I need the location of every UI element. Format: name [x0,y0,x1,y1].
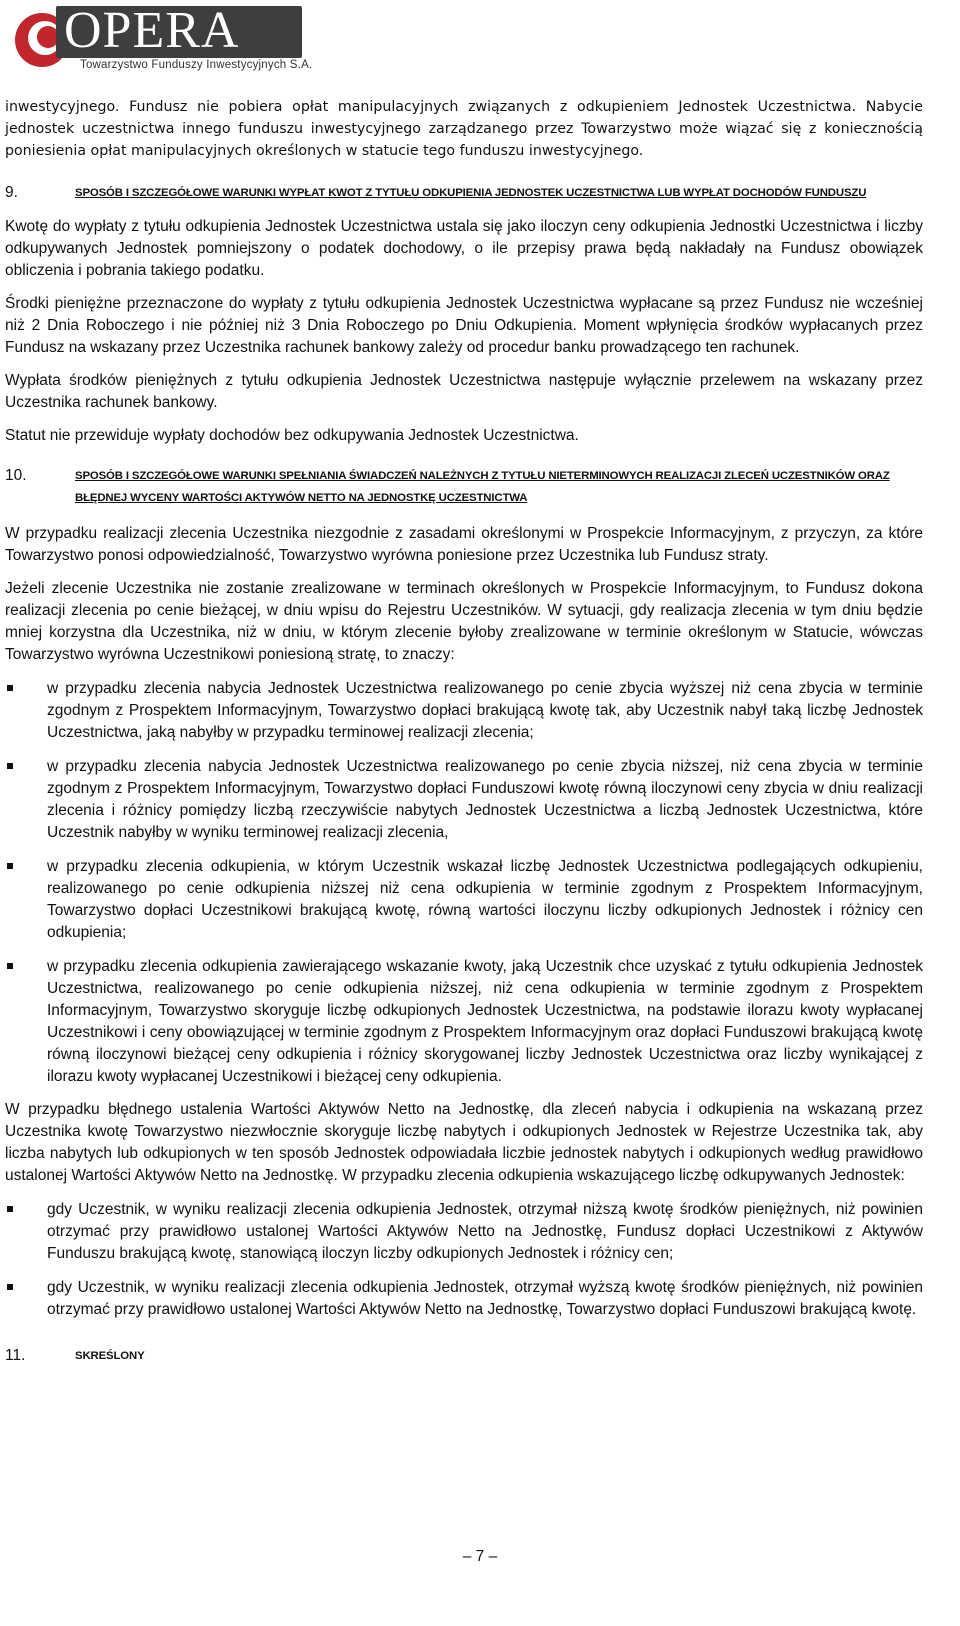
square-bullet-icon [5,756,47,844]
paragraph: Wypłata środków pieniężnych z tytułu odkupienia Jednostek Uczestnictwa następuje wyłącznie przelewem na wskazany przez Uczestnika rachunek bankowy. [5,372,923,411]
paragraph: Statut nie przewiduje wypłaty dochodów bez odkupywania Jednostek Uczestnictwa. [5,427,579,444]
intro-paragraph: inwestycyjnego. Fundusz nie pobiera opłat manipulacyjnych związanych z odkupieniem Jednostek Uczestnictwa. Nabycie jednostek uczestnictwa innego funduszu inwestycyjnego zarządzanego przez Towarzystwo może wiązać się z koniecznością poniesienia opłat manipulacyjnych określonych w statucie tego funduszu inwestycyjnego. [5,99,923,159]
list-item [5,1277,923,1321]
paragraph: Środki pieniężne przeznaczone do wypłaty z tytułu odkupienia Jednostek Uczestnictwa wypłacane są przez Fundusz nie wcześniej niż 2 Dnia Roboczego i nie później niż 3 Dnia Roboczego po Dniu Odkupienia. Moment wpłynięcia środków wypłacanych przez Fundusz na wskazany przez Uczestnika rachunek bankowy zależy od procedur banku prowadzącego ten rachunek. [5,295,923,356]
list-item-text: w przypadku zlecenia nabycia Jednostek Uczestnictwa realizowanego po cenie zbycia niższej, niż cena zbycia w terminie zgodnym z Prospektem Informacyjnym, Towarzystwo dopłaci Funduszowi kwotę równą iloczynowi ceny zbycia w dniu realizacji zlecenia i różnicy pomiędzy liczbą rzeczywiście nabytych Jednostek Uczestnictwa a liczbą Jednostek Uczestnictwa, które Uczestnik nabyłby w wyniku terminowej realizacji zlecenia, [47,758,923,841]
section-11-heading [5,1345,923,1367]
square-bullet-icon [5,956,47,1088]
logo-wordmark [56,2,302,59]
section-title: SPOSÓB I SZCZEGÓŁOWE WARUNKI SPEŁNIANIA ŚWIADCZEŃ NALEŻNYCH Z TYTUŁU NIETERMINOWYCH REALIZACJI ZLECEŃ UCZESTNIKÓW ORAZ BŁĘDNEJ WYCENY WARTOŚCI AKTYWÓW NETTO NA JEDNOSTKĘ UCZESTNICTWA [75,470,890,504]
page-number: – 7 – [462,1548,498,1565]
list-item [5,1199,923,1265]
list-item [5,856,923,944]
list-item [5,756,923,844]
paragraph: W przypadku błędnego ustalenia Wartości Aktywów Netto na Jednostkę, dla zleceń nabycia i odkupienia na wskazaną przez Uczestnika kwotę Towarzystwo niezwłocznie skoryguje liczbę nabytych i odkupionych Jednostek w Rejestrze Uczestnika tak, aby liczba nabytych lub odkupionych w ten sposób Jednostek odpowiadała liczbie jednostek nabytych i odkupionych według prawidłowo ustalonej Wartości Aktywów Netto na Jednostkę. W przypadku zlecenia odkupienia wskazującego liczbę odkupywanych Jednostek: [5,1101,923,1184]
section-number: 10. [5,467,27,484]
paragraph: Kwotę do wypłaty z tytułu odkupienia Jednostek Uczestnictwa ustala się jako iloczyn ceny odkupienia Jednostki Uczestnictwa i liczby odkupywanych Jednostek pomniejszony o podatek dochodowy, o ile przepisy prawa będą nakładały na Fundusz obowiązek obliczenia i pobrania takiego podatku. [5,218,923,279]
square-bullet-icon [5,856,47,944]
section-title: SPOSÓB I SZCZEGÓŁOWE WARUNKI WYPŁAT KWOT Z TYTUŁU ODKUPIENIA JEDNOSTEK UCZESTNICTWA LUB WYPŁAT DOCHODÓW FUNDUSZU [75,187,867,199]
document-body [5,96,923,1367]
list-item [5,956,923,1088]
section-number: 11. [5,1347,26,1364]
list-item-text: gdy Uczestnik, w wyniku realizacji zlecenia odkupienia Jednostek, otrzymał niższą kwotę środków pieniężnych, niż powinien otrzymać przy prawidłowo ustalonej Wartości Aktywów Netto na Jednostkę, Fundusz dopłaci Uczestnikowi z Aktywów Funduszu brakującą kwotę, stanowiącą iloczyn liczby odkupionych Jednostek i różnicy cen; [47,1201,923,1262]
list-item-text: w przypadku zlecenia odkupienia zawierającego wskazanie kwoty, jaką Uczestnik chce uzyskać z tytułu odkupienia Jednostek Uczestnictwa, realizowanego po cenie odkupienia niższej, niż cena odkupienia w terminie zgodnym z Prospektem Informacyjnym, Towarzystwo skoryguje liczbę odkupionych Jednostek Uczestnictwa, na podstawie ilorazu kwoty wypłacanej Uczestnikowi i ceny obowiązującej w terminie zgodnym z Prospektem Informacyjnym oraz dopłaci Funduszowi brakującą kwotę równą iloczynowi bieżącej ceny odkupienia i różnicy skorygowanej liczby Jednostek Uczestnictwa oraz liczby wynikającej z ilorazu kwoty wypłacanej Uczestnikowi i bieżącej ceny odkupienia. [47,958,923,1085]
square-bullet-icon [5,1199,47,1265]
square-bullet-icon [5,678,47,744]
list-item [5,678,923,744]
paragraph: W przypadku realizacji zlecenia Uczestnika niezgodnie z zasadami określonymi w Prospekcie Informacyjnym, z przyczyn, za które Towarzystwo ponosi odpowiedzialność, Towarzystwo wyrówna poniesione przez Uczestnika lub Fundusz straty. [5,525,923,564]
square-bullet-icon [5,1277,47,1321]
list-item-text: w przypadku zlecenia odkupienia, w którym Uczestnik wskazał liczbę Jednostek Uczestnictwa podlegających odkupieniu, realizowanego po cenie odkupienia niższej niż cena odkupienia w terminie zgodnym z Prospektem Informacyjnym, Towarzystwo dopłaci Uczestnikowi brakującą kwotę, równą wartości iloczynu liczby odkupionych Jednostek i różnicy cen odkupienia; [47,858,923,941]
section-title: SKREŚLONY [75,1350,145,1362]
list-item-text: gdy Uczestnik, w wyniku realizacji zlecenia odkupienia Jednostek, otrzymał wyższą kwotę środków pieniężnych, niż powinien otrzymać przy prawidłowo ustalonej Wartości Aktywów Netto na Jednostkę, Towarzystwo dopłaci Funduszowi brakującą kwotę. [47,1279,923,1318]
section-10-heading [5,465,923,509]
opera-logo [12,2,313,76]
list-item-text: w przypadku zlecenia nabycia Jednostek Uczestnictwa realizowanego po cenie zbycia wyższej niż cena zbycia w terminie zgodnym z Prospektem Informacyjnym, Towarzystwo dopłaci brakującą kwotę tak, aby Uczestnik nabył taką liczbę Jednostek Uczestnictwa, jaką nabyłby w przypadku terminowej realizacji zlecenia; [47,680,923,741]
logo-subtitle: Towarzystwo Funduszy Inwestycyjnych S.A. [80,59,313,71]
section-number: 9. [5,184,18,201]
logo-name: OPERA [64,2,240,59]
section-9-heading [5,182,923,204]
paragraph: Jeżeli zlecenie Uczestnika nie zostanie zrealizowane w terminach określonych w Prospekcie Informacyjnym, to Fundusz dokona realizacji zlecenia po cenie bieżącej, w dniu wpisu do Rejestru Uczestników. W sytuacji, gdy realizacja zlecenia w tym dniu będzie mniej korzystna dla Uczestnika, niż w dniu, w którym zlecenie byłoby zrealizowane w terminie określonym w Statucie, wówczas Towarzystwo wyrówna Uczestnikowi poniesioną stratę, to znaczy: [5,580,923,663]
